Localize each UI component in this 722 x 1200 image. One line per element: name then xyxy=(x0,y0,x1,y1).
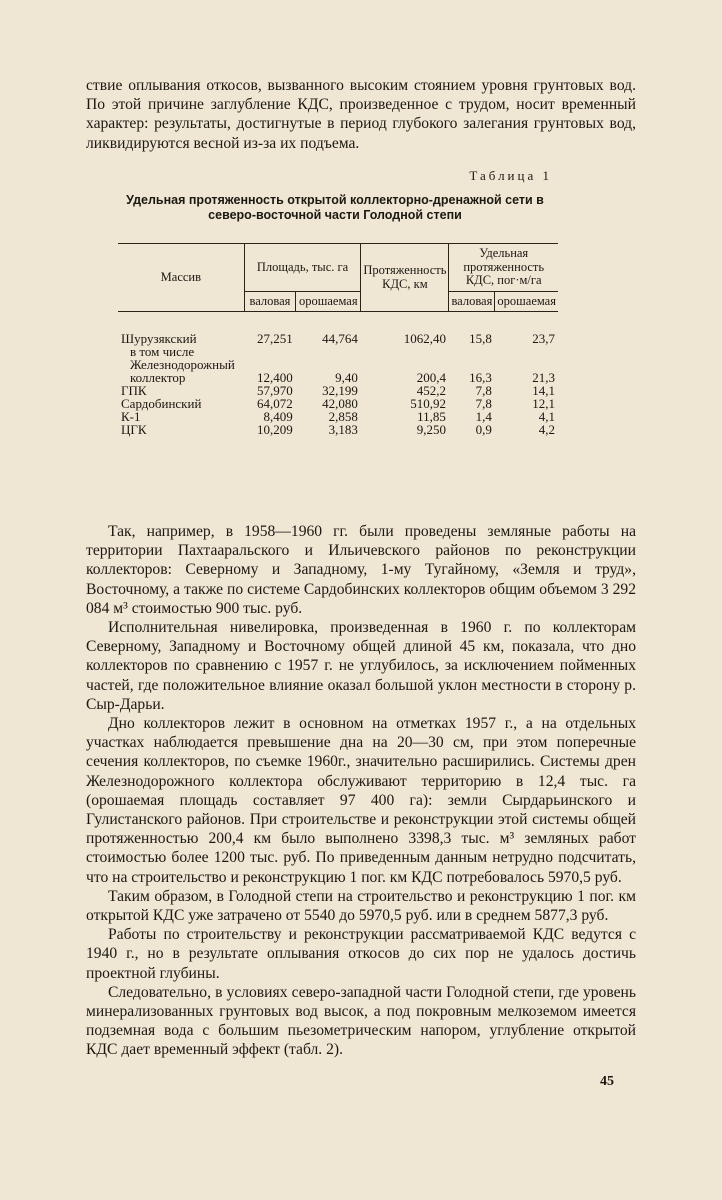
cell-specific-irrigated: 4,1 xyxy=(538,409,555,424)
table-row xyxy=(118,423,558,436)
cell-gross: 10,209 xyxy=(256,422,293,437)
header-massiv: Массив xyxy=(118,244,244,312)
cell-gross: 57,970 xyxy=(256,383,293,398)
cell-specific-gross: 0,9 xyxy=(475,422,492,437)
row-name: в том числе Железнодорожный коллектор xyxy=(130,344,235,385)
cell-specific-irrigated: 23,7 xyxy=(532,331,555,346)
header-area-irrigated: орошаемая xyxy=(296,291,361,312)
row-name: Сардобинский xyxy=(121,396,202,411)
paragraph: Следовательно, в условиях северо-западной части Голодной степи, где уровень минерализованных грунтовых вод высок, а под покровным мелкоземом имеется подземная вода с большим пьезометрическим напором, углубление открытой КДС дает временный эффект (табл. 2). xyxy=(86,983,636,1059)
cell-length: 9,250 xyxy=(416,422,446,437)
cell-irrigated: 44,764 xyxy=(322,331,358,346)
header-area: Площадь, тыс. га xyxy=(244,244,361,292)
cell-specific-irrigated: 14,1 xyxy=(532,383,555,398)
cell-irrigated: 9,40 xyxy=(335,370,358,385)
paragraph: Таким образом, в Голодной степи на строительство и реконструкцию 1 пог. км открытой КДС уже затрачено от 5540 до 5970,5 руб. или в среднем 5877,3 руб. xyxy=(86,887,636,925)
cell-gross: 64,072 xyxy=(256,396,293,411)
cell-specific-gross: 7,8 xyxy=(475,383,492,398)
paragraph: Работы по строительству и реконструкции рассматриваемой КДС ведутся с 1940 г., но в результате оплывания откосов до сих пор не удалось достичь проектной глубины. xyxy=(86,926,636,982)
cell-specific-gross: 7,8 xyxy=(475,396,492,411)
row-name: К-1 xyxy=(121,409,141,424)
row-name: ГПК xyxy=(121,383,147,398)
row-name: Шурузякский xyxy=(121,331,197,346)
cell-irrigated: 2,858 xyxy=(328,409,358,424)
body-text xyxy=(86,522,636,1060)
cell-gross: 8,409 xyxy=(263,409,293,424)
cell-irrigated: 42,080 xyxy=(322,396,358,411)
cell-gross: 27,251 xyxy=(256,331,293,346)
cell-length: 11,85 xyxy=(417,409,446,424)
cell-length: 200,4 xyxy=(416,370,446,385)
table-row xyxy=(118,345,558,384)
header-specific: Удельная протяженность КДС, пог·м/га xyxy=(449,244,558,292)
cell-length: 510,92 xyxy=(410,396,446,411)
table-title: Удельная протяженность открытой коллекторно-дренажной сети в северо-восточной части Голодной степи xyxy=(126,193,544,222)
cell-length: 452,2 xyxy=(416,383,446,398)
cell-specific-irrigated: 4,2 xyxy=(538,422,555,437)
paragraph: Исполнительная нивелировка, произведенная в 1960 г. по коллекторам Северному, Западному и Восточному общей длиной 45 км, показала, что дно коллекторов по сравнению с 1957 г. не углубилось, за исключением пойменных частей, где положительное влияние оказал большой уклон местности в сторону р. Сыр-Дарьи. xyxy=(86,619,636,713)
header-length: Протяженность КДС, км xyxy=(361,244,449,312)
data-table xyxy=(118,243,558,436)
intro-text xyxy=(86,76,636,153)
cell-specific-gross: 1,4 xyxy=(475,409,492,424)
cell-length: 1062,40 xyxy=(403,331,446,346)
page-number: 45 xyxy=(600,1074,614,1089)
table-label: Таблица 1 xyxy=(469,168,552,183)
cell-specific-irrigated: 21,3 xyxy=(532,370,555,385)
cell-specific-gross: 15,8 xyxy=(469,331,492,346)
header-specific-gross: валовая xyxy=(449,291,495,312)
cell-specific-irrigated: 12,1 xyxy=(532,396,555,411)
row-name: ЦГК xyxy=(121,422,147,437)
cell-irrigated: 3,183 xyxy=(328,422,358,437)
paragraph: Так, например, в 1958—1960 гг. были проведены земляные работы на территории Пахтааральского и Ильичевского районов по реконструкции коллекторов: Северному и Западному, 1-му Тугайному, «Земля и труд», Восточному, а также по системе Сардобинских коллекторов общим объемом 3 292 084 м³ стоимостью 900 тыс. руб. xyxy=(86,523,636,617)
header-specific-irrigated: орошаемая xyxy=(495,291,558,312)
table-row xyxy=(118,312,558,346)
paragraph: Дно коллекторов лежит в основном на отметках 1957 г., а на отдельных участках наблюдается превышение дна на 20—30 см, при этом поперечные сечения коллекторов, по съемке 1960г., значительно расширились. Системы дрен Железнодорожного коллектора обслуживают территорию в 12,4 тыс. га (орошаемая площадь составляет 97 400 га): земли Сырдарьинского и Гулистанского районов. При строительстве и реконструкции этой системы общей протяженностью 200,4 км было выполнено 3398,3 тыс. м³ земляных работ стоимостью более 1200 тыс. руб. По приведенным данным нетрудно подсчитать, что на строительство и реконструкцию 1 пог. км КДС потребовалось 5970,5 руб. xyxy=(86,715,636,886)
intro-paragraph: ствие оплывания откосов, вызванного высоким стоянием уровня грунтовых вод. По этой причине заглубление КДС, произведенное с трудом, носит временный характер: результаты, достигнутые в период глубокого залегания грунтовых вод, ликвидируются весной из-за их подъема. xyxy=(86,77,636,152)
cell-irrigated: 32,199 xyxy=(322,383,358,398)
cell-specific-gross: 16,3 xyxy=(469,370,492,385)
cell-gross: 12,400 xyxy=(256,370,293,385)
header-area-gross: валовая xyxy=(244,291,296,312)
